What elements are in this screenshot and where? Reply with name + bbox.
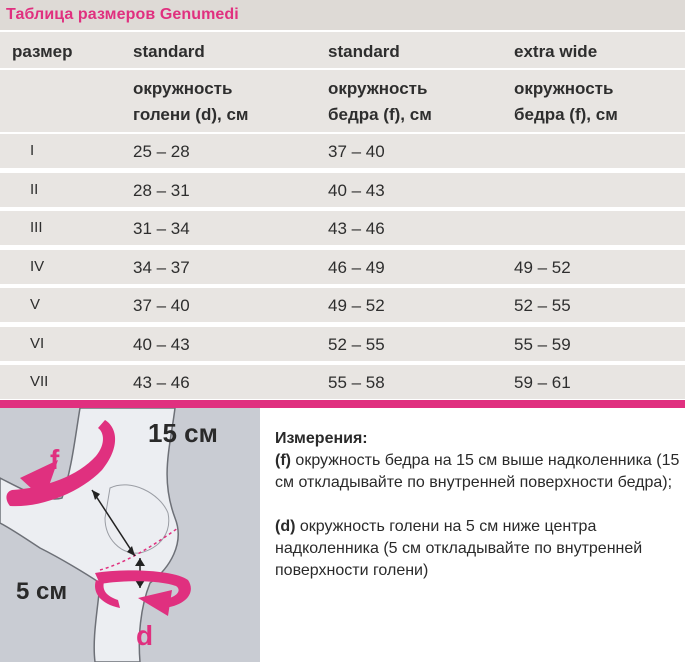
- range-cell: 49 – 52: [514, 257, 571, 277]
- subheader-thigh-standard: окружность бедра (f), см: [328, 79, 432, 124]
- label-d: d: [136, 620, 154, 651]
- subheader-calf: окружность голени (d), см: [133, 79, 249, 124]
- range-cell: 43 – 46: [133, 373, 190, 392]
- range-cell: 49 – 52: [328, 296, 385, 315]
- title-bar: [0, 0, 685, 30]
- size-table: [0, 30, 685, 400]
- range-cell: 55 – 58: [328, 373, 385, 392]
- col-header-standard-2: standard: [328, 42, 400, 61]
- range-cell: 43 – 46: [328, 219, 385, 238]
- range-cell: 52 – 55: [328, 334, 385, 354]
- range-cell: 40 – 43: [133, 334, 190, 354]
- size-label: IV: [30, 257, 45, 275]
- range-cell: 55 – 59: [514, 334, 571, 354]
- label-5cm: 5 см: [16, 578, 68, 605]
- range-cell: 28 – 31: [133, 180, 190, 200]
- range-cell: 52 – 55: [514, 296, 571, 315]
- label-15cm: 15 см: [148, 418, 218, 448]
- label-f: f: [50, 444, 60, 475]
- range-cell: 59 – 61: [514, 373, 571, 392]
- instruction-thigh: (f) окружность бедра на 15 см выше надколенника (15 см откладывайте по внутренней поверхности бедра);: [275, 452, 680, 491]
- size-label: III: [30, 219, 43, 236]
- size-label: V: [30, 296, 41, 313]
- range-cell: 37 – 40: [328, 142, 385, 161]
- range-cell: 46 – 49: [328, 257, 385, 277]
- knee-measurement-illustration: [0, 408, 260, 662]
- instruction-calf: (d) окружность голени на 5 см ниже центра надколенника (5 см откладывайте по внутренней поверхности голени): [275, 518, 643, 579]
- knee-diagram: [0, 408, 260, 662]
- accent-divider: [0, 400, 685, 408]
- measurement-instructions: [275, 428, 680, 582]
- range-cell: 37 – 40: [133, 296, 190, 315]
- size-label: VII: [30, 373, 49, 390]
- range-cell: 34 – 37: [133, 257, 190, 277]
- page-title: Таблица размеров Genumedi: [6, 6, 239, 23]
- col-header-size: размер: [12, 42, 73, 61]
- subheader-thigh-extra-wide: окружность бедра (f), см: [514, 79, 618, 124]
- instructions-heading: Измерения:: [275, 430, 368, 447]
- range-cell: 25 – 28: [133, 142, 190, 161]
- col-header-standard-1: standard: [133, 42, 205, 61]
- range-cell: 40 – 43: [328, 180, 385, 200]
- size-label: II: [30, 180, 39, 198]
- col-header-extra-wide: extra wide: [514, 42, 598, 61]
- range-cell: 31 – 34: [133, 219, 190, 238]
- size-label: VI: [30, 334, 45, 352]
- size-label: I: [30, 142, 35, 159]
